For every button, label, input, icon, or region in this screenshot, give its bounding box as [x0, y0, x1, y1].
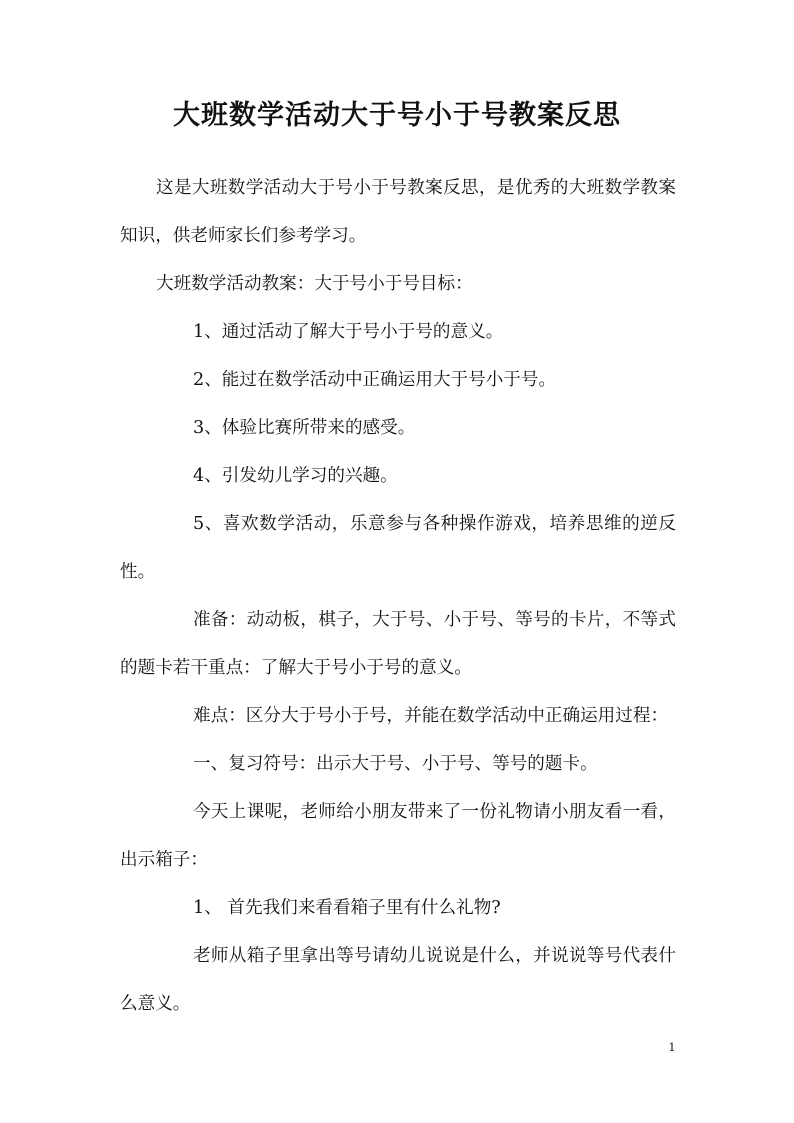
paragraph-preparation: 准备：动动板，棋子，大于号、小于号、等号的卡片，不等式的题卡若干重点：了解大于号小于号的意义。 — [120, 610, 676, 678]
paragraph-difficulty: 难点：区分大于号小于号，并能在数学活动中正确运用过程： — [193, 706, 669, 726]
paragraph-step-review: 一、复习符号：出示大于号、小于号、等号的题卡。 — [193, 754, 598, 774]
paragraph-question-1: 1、 首先我们来看看箱子里有什么礼物? — [193, 898, 501, 918]
paragraph-intro: 这是大班数学活动大于号小于号教案反思，是优秀的大班数学教案知识，供老师家长们参考学习。 — [120, 178, 676, 246]
paragraph-equals-sign: 老师从箱子里拿出等号请幼儿说说是什么，并说说等号代表什么意义。 — [120, 946, 676, 1014]
paragraph-objectives-heading: 大班数学活动教案：大于号小于号目标： — [156, 274, 473, 294]
paragraph-objective-3: 3、体验比赛所带来的感受。 — [193, 418, 416, 438]
paragraph-objective-2: 2、能过在数学活动中正确运用大于号小于号。 — [193, 370, 557, 390]
page-number: 1 — [668, 1041, 676, 1054]
document-title: 大班数学活动大于号小于号教案反思 — [173, 100, 621, 131]
paragraph-objective-5: 5、喜欢数学活动，乐意参与各种操作游戏，培养思维的逆反性。 — [120, 514, 676, 582]
paragraph-gift-intro: 今天上课呢，老师给小朋友带来了一份礼物请小朋友看一看，出示箱子： — [120, 802, 676, 870]
paragraph-objective-1: 1、通过活动了解大于号小于号的意义。 — [193, 322, 504, 342]
paragraph-objective-4: 4、引发幼儿学习的兴趣。 — [193, 466, 398, 486]
